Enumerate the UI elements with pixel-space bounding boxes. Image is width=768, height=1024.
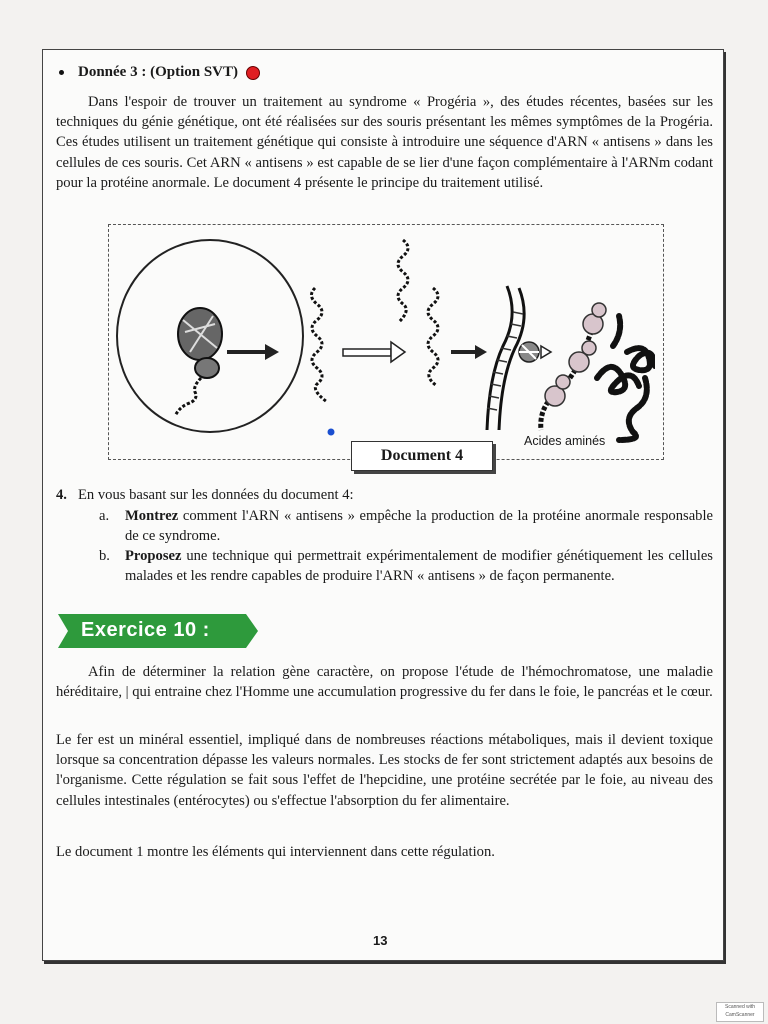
question-b: [99, 546, 713, 586]
red-dot-icon: [246, 66, 260, 80]
section-heading: [55, 64, 260, 81]
ribosomes-icon: [541, 303, 606, 430]
exercise-paragraph-3: Le document 1 montre les éléments qui interviennent dans cette régulation.: [56, 844, 495, 860]
question-a-label: a.: [99, 508, 110, 524]
dna-icon: [175, 308, 222, 416]
arrow-2-icon: [343, 342, 405, 362]
antisense-diagram: [115, 228, 655, 443]
section-title: Donnée 3 : (Option SVT): [78, 64, 239, 80]
mrna-outside-strand: [428, 288, 438, 386]
protein-chains: [597, 316, 655, 440]
question-a: [99, 506, 713, 546]
camscanner-badge: Scanned with CamScanner: [716, 1002, 764, 1022]
question-b-text: une technique qui permettrait expérimentalement de modifier génétiquement les cellules malades et les rendre capables de produire l'ARN « antisens » de façon permanente.: [125, 548, 713, 584]
page-number: 13: [373, 933, 388, 948]
question-b-verb: Proposez: [125, 548, 182, 564]
intro-paragraph: Dans l'espoir de trouver un traitement au syndrome « Progéria », des études récentes, basées sur les techniques du génie génétique, ont été réalisées sur des souris présentant les mêmes symptômes de la Progéria. Ces études utilisent un traitement génétique qui consiste à introduire une séquence d'ARN « antisens » dans les cellules de ces souris. Cet ARN « antisens » est capable de se lier d'une façon complémentaire à l'ARNm codant pour la protéine anormale. Le document 4 présente le principe du traitement utilisé.: [56, 94, 713, 191]
blocked-icon: [519, 342, 551, 362]
exercise-paragraph-2: Le fer est un minéral essentiel, impliqué dans de nombreuses réactions métaboliques, mais il devient toxique lorsque sa concentration dépasse les valeurs normales. Les stocks de fer sont strictement adaptés aux besoins de l'organisme. Cette régulation se fait sous l'effet de l'hepcidine, une protéine secrétée par le foie, au niveau des cellules intestinales (entérocytes) ou s'effectue l'absorption du fer alimentaire.: [56, 732, 713, 809]
question-a-verb: Montrez: [125, 508, 179, 524]
antisense-rna-strand: [398, 240, 408, 322]
question-a-text: comment l'ARN « antisens » empêche la production de la protéine anormale responsable de ce syndrome.: [125, 508, 713, 544]
document-page: [42, 49, 724, 961]
arrow-1-icon: [227, 344, 279, 360]
rna-duplex: [487, 286, 524, 430]
question-number: 4.: [56, 487, 67, 503]
bullet-icon: [59, 70, 64, 75]
exercise-title: Exercice 10 :: [81, 619, 210, 641]
mrna-strand: [311, 288, 327, 402]
blue-dot: [328, 429, 335, 436]
exercise-paragraph-1: Afin de déterminer la relation gène caractère, on propose l'étude de l'hémochromatose, une maladie héréditaire, | qui entraine chez l'Homme une accumulation progressive du fer dans le foie, le pancréas et le cœur.: [56, 664, 713, 701]
question-b-label: b.: [99, 548, 110, 564]
document-caption: Document 4: [351, 441, 493, 471]
question-text: En vous basant sur les données du document 4:: [78, 487, 354, 503]
amino-acids-label: Acides aminés: [524, 434, 606, 448]
arrow-3-icon: [451, 345, 487, 359]
